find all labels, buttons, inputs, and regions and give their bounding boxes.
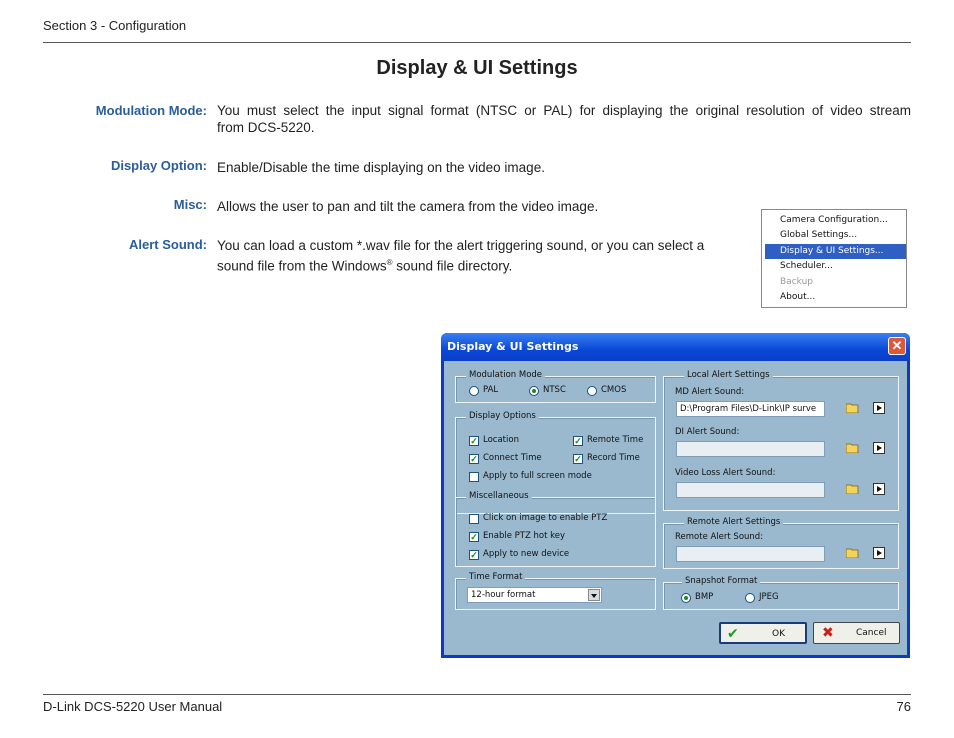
close-icon: ✕ bbox=[891, 338, 903, 353]
pal-radio[interactable] bbox=[469, 386, 479, 396]
snapshot-format-group bbox=[663, 576, 899, 610]
md-alert-sound-input[interactable]: D:\Program Files\D-Link\IP surve bbox=[676, 401, 825, 417]
remote-alert-settings-group-title: Remote Alert Settings bbox=[684, 517, 783, 527]
menu-item-about[interactable]: About... bbox=[780, 292, 816, 302]
ntsc-radio[interactable] bbox=[529, 386, 539, 396]
menu-item-display-ui-settings[interactable]: Display & UI Settings... bbox=[765, 244, 906, 259]
pal-radio-label: PAL bbox=[483, 385, 499, 395]
video-loss-alert-sound-input[interactable] bbox=[676, 482, 825, 498]
footer-manual-title: D-Link DCS-5220 User Manual bbox=[43, 699, 223, 714]
display-option-label: Display Option: bbox=[110, 158, 207, 173]
modulation-mode-text-line1: You must select the input signal format (NTSC or PAL) for displaying the original resolution of video stream bbox=[217, 103, 911, 118]
local-alert-settings-group bbox=[663, 370, 899, 511]
remote-alert-sound-label: Remote Alert Sound: bbox=[675, 532, 764, 542]
video-loss-folder-icon[interactable] bbox=[846, 484, 859, 494]
bmp-radio-label: BMP bbox=[695, 592, 714, 602]
page-title: Display & UI Settings bbox=[376, 57, 578, 79]
footer-divider bbox=[43, 694, 911, 695]
time-format-select[interactable] bbox=[467, 587, 602, 603]
cancel-button-label: Cancel bbox=[856, 628, 887, 638]
record-time-checkbox[interactable]: ✓ bbox=[574, 454, 582, 464]
full-screen-checkbox[interactable] bbox=[469, 472, 479, 482]
section-header: Section 3 - Configuration bbox=[43, 18, 187, 33]
dialog-titlebar[interactable] bbox=[441, 333, 910, 361]
menu-item-camera-configuration[interactable]: Camera Configuration... bbox=[780, 215, 888, 225]
connect-time-label: Connect Time bbox=[483, 453, 542, 463]
local-alert-settings-group-title: Local Alert Settings bbox=[684, 370, 773, 380]
cancel-button[interactable] bbox=[813, 622, 900, 644]
location-label: Location bbox=[483, 435, 519, 445]
time-format-group bbox=[455, 572, 656, 610]
remote-time-checkbox[interactable]: ✓ bbox=[574, 436, 582, 446]
modulation-mode-group bbox=[455, 370, 656, 403]
modulation-mode-label: Modulation Mode: bbox=[95, 103, 207, 118]
snapshot-format-group-title: Snapshot Format bbox=[682, 576, 760, 586]
remote-play-icon[interactable] bbox=[873, 547, 885, 559]
ptz-hotkey-label: Enable PTZ hot key bbox=[483, 531, 565, 541]
display-options-group-title: Display Options bbox=[466, 411, 539, 421]
menu-item-global-settings[interactable]: Global Settings... bbox=[780, 230, 858, 240]
alert-sound-text-line1: You can load a custom *.wav file for the alert triggering sound, or you can select a bbox=[217, 238, 705, 253]
ok-button-label: OK bbox=[772, 629, 785, 639]
misc-description: Allows the user to pan and tilt the camera from the video image. bbox=[217, 199, 599, 214]
cancel-x-icon: ✖ bbox=[822, 625, 834, 641]
md-alert-sound-label: MD Alert Sound: bbox=[675, 387, 745, 397]
dialog-client-area bbox=[444, 361, 907, 655]
location-checkbox[interactable]: ✓ bbox=[470, 436, 478, 446]
context-menu bbox=[761, 209, 907, 308]
bmp-radio[interactable] bbox=[681, 593, 691, 603]
alert-sound-text-line2-b: sound file directory. bbox=[392, 258, 513, 274]
full-screen-label: Apply to full screen mode bbox=[483, 471, 592, 481]
jpeg-radio-label: JPEG bbox=[759, 592, 779, 602]
time-format-group-title: Time Format bbox=[466, 572, 525, 582]
alert-sound-description bbox=[217, 237, 752, 275]
click-ptz-checkbox[interactable] bbox=[469, 514, 479, 524]
remote-alert-sound-input[interactable] bbox=[676, 546, 825, 562]
ok-button[interactable] bbox=[719, 622, 807, 644]
di-alert-sound-label: DI Alert Sound: bbox=[675, 427, 740, 437]
modulation-mode-description bbox=[217, 102, 911, 136]
record-time-label: Record Time bbox=[587, 453, 640, 463]
registered-mark: ® bbox=[386, 258, 393, 267]
display-option-description: Enable/Disable the time displaying on the video image. bbox=[217, 160, 545, 175]
cmos-radio-label: CMOS bbox=[601, 385, 627, 395]
cmos-radio[interactable] bbox=[587, 386, 597, 396]
remote-alert-settings-group bbox=[663, 517, 899, 569]
ptz-hotkey-checkbox[interactable]: ✓ bbox=[470, 532, 478, 542]
connect-time-checkbox[interactable]: ✓ bbox=[470, 454, 478, 464]
di-folder-icon[interactable] bbox=[846, 443, 859, 453]
alert-sound-label: Alert Sound: bbox=[129, 237, 207, 252]
video-loss-alert-sound-label: Video Loss Alert Sound: bbox=[675, 468, 776, 478]
menu-item-backup: Backup bbox=[780, 277, 813, 287]
miscellaneous-group-title: Miscellaneous bbox=[466, 491, 532, 501]
menu-item-scheduler[interactable]: Scheduler... bbox=[780, 261, 833, 271]
checkmark-icon: ✔ bbox=[727, 626, 739, 642]
md-play-icon[interactable] bbox=[873, 402, 885, 414]
time-format-value: 12-hour format bbox=[471, 590, 536, 600]
remote-folder-icon[interactable] bbox=[846, 548, 859, 558]
jpeg-radio[interactable] bbox=[745, 593, 755, 603]
di-play-icon[interactable] bbox=[873, 442, 885, 454]
ntsc-radio-label: NTSC bbox=[543, 385, 566, 395]
close-button[interactable] bbox=[888, 337, 906, 355]
video-loss-play-icon[interactable] bbox=[873, 483, 885, 495]
md-folder-icon[interactable] bbox=[846, 403, 859, 413]
click-ptz-label: Click on image to enable PTZ bbox=[483, 513, 608, 523]
display-ui-settings-dialog bbox=[441, 333, 910, 658]
apply-new-device-checkbox[interactable]: ✓ bbox=[470, 550, 478, 560]
alert-sound-text-line2-a: sound file from the Windows bbox=[217, 258, 387, 274]
modulation-mode-text-line2: from DCS-5220. bbox=[217, 120, 315, 135]
di-alert-sound-input[interactable] bbox=[676, 441, 825, 457]
header-divider bbox=[43, 42, 911, 43]
dialog-title: Display & UI Settings bbox=[447, 340, 579, 353]
chevron-down-icon[interactable] bbox=[588, 589, 600, 601]
remote-time-label: Remote Time bbox=[587, 435, 644, 445]
modulation-mode-group-title: Modulation Mode bbox=[466, 370, 545, 380]
miscellaneous-group bbox=[455, 491, 656, 567]
misc-label: Misc: bbox=[173, 197, 207, 212]
apply-new-device-label: Apply to new device bbox=[483, 549, 570, 559]
alert-sound-text-line2 bbox=[217, 254, 752, 275]
page-number: 76 bbox=[896, 699, 911, 714]
